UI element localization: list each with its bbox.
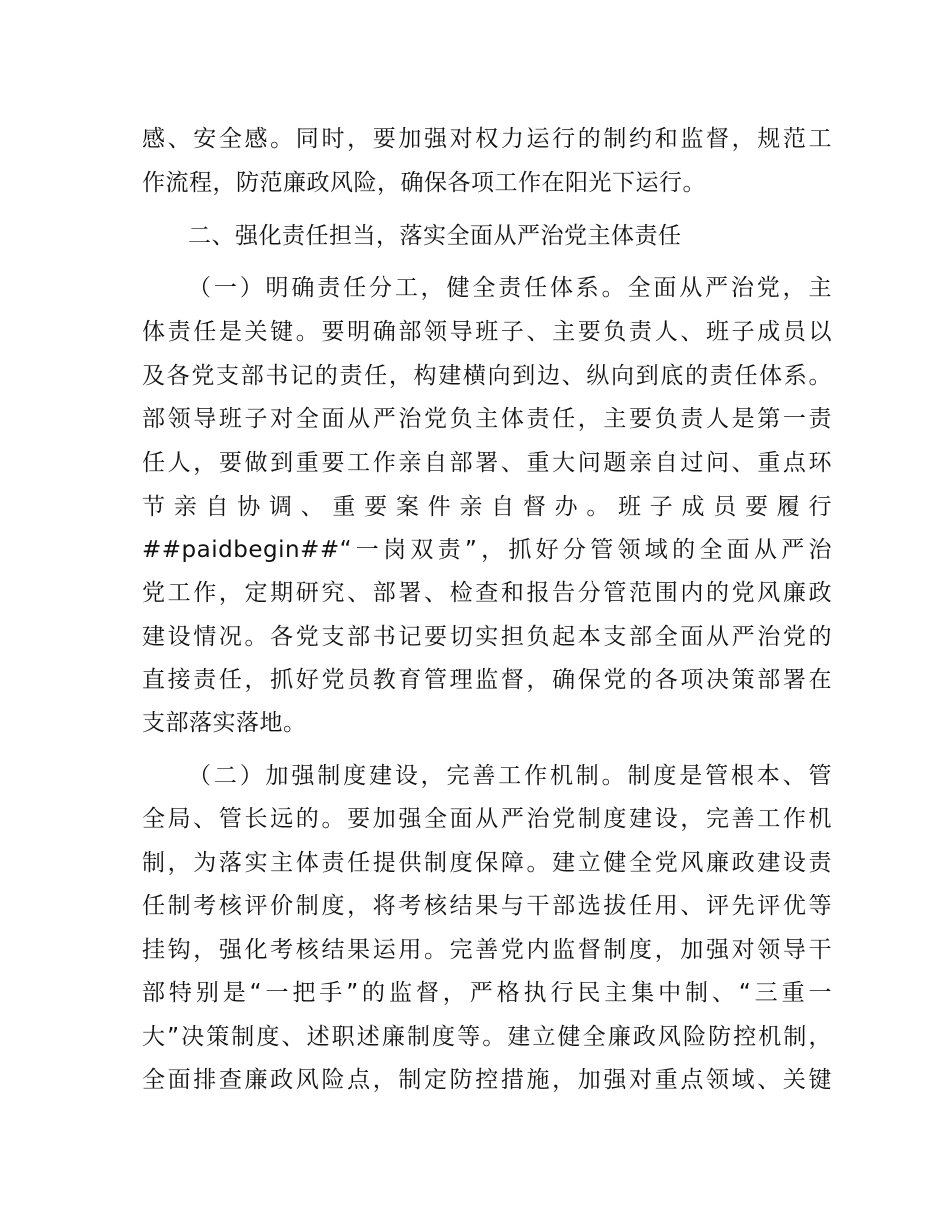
- text-line: 部特别是“一把手”的监督，严格执行民主集中制、“三重一: [142, 980, 832, 1006]
- text-line: 建设情况。各党支部书记要切实担负起本支部全面从严治党的: [142, 624, 832, 650]
- text-line: 党工作，定期研究、部署、检查和报告分管范围内的党风廉政: [142, 580, 832, 606]
- subsection-heading: （一）明确责任分工，健全责任体系。全面从严治党，主: [188, 275, 832, 301]
- text-line: 大”决策制度、述职述廉制度等。建立健全廉政风险防控机制，: [142, 1024, 832, 1050]
- subsection-heading: （二）加强制度建设，完善工作机制。制度是管根本、管: [188, 763, 832, 789]
- text-line: 制，为落实主体责任提供制度保障。建立健全党风廉政建设责: [142, 850, 832, 876]
- text-line: 及各党支部书记的责任，构建横向到边、纵向到底的责任体系。: [142, 363, 832, 389]
- text-line: 体责任是关键。要明确部领导班子、主要负责人、班子成员以: [142, 319, 832, 345]
- text-line: 全面排查廉政风险点，制定防控措施，加强对重点领域、关键: [142, 1067, 832, 1093]
- text-line: 任制考核评价制度，将考核结果与干部选拔任用、评先评优等: [142, 893, 832, 919]
- text-line: ##paidbegin##“一岗双责”，抓好分管领域的全面从严治: [142, 537, 832, 563]
- section-heading: 二、强化责任担当，落实全面从严治党主体责任: [188, 223, 682, 249]
- text-line: 感、安全感。同时，要加强对权力运行的制约和监督，规范工: [142, 126, 832, 152]
- text-line: 挂钩，强化考核结果运用。完善党内监督制度，加强对领导干: [142, 937, 832, 963]
- text-line: 任人，要做到重要工作亲自部署、重大问题亲自过问、重点环: [142, 450, 832, 476]
- text-line: 部领导班子对全面从严治党负主体责任，主要负责人是第一责: [142, 406, 832, 432]
- text-line: 节 亲 自 协 调 、 重 要 案 件 亲 自 督 办 。 班 子 成 员 要 履 行: [142, 494, 832, 520]
- text-line: 全局、管长远的。要加强全面从严治党制度建设，完善工作机: [142, 806, 832, 832]
- text-line: 直接责任，抓好党员教育管理监督，确保党的各项决策部署在: [142, 667, 832, 693]
- text-line: 支部落实落地。: [142, 710, 307, 736]
- text-line: 作流程，防范廉政风险，确保各项工作在阳光下运行。: [142, 170, 706, 196]
